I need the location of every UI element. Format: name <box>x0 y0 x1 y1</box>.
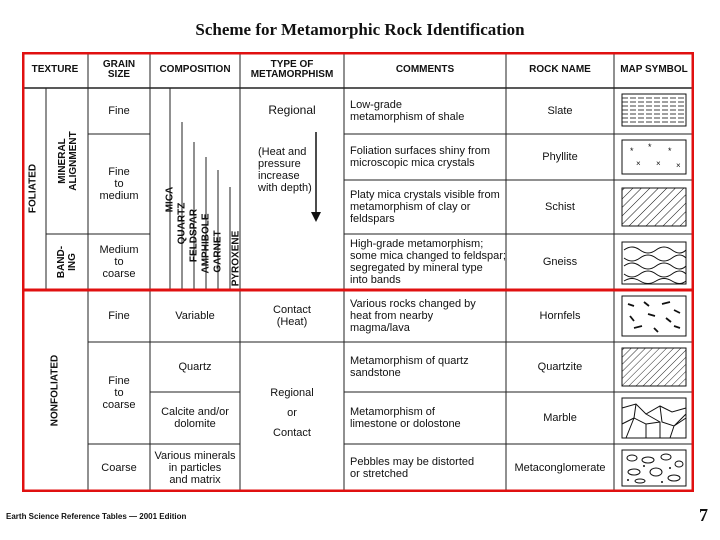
composition-various-minerals: Various minerals in particles and matrix <box>154 450 236 486</box>
header-metamorphism <box>240 52 344 88</box>
svg-text:*: * <box>630 146 634 156</box>
header-metamorphism-line1: TYPE OF <box>270 59 314 70</box>
composition-quartz: Quartz <box>178 361 212 373</box>
label-foliated: FOLIATED <box>27 163 39 214</box>
footer-source: Earth Science Reference Tables — 2001 Edition <box>6 512 187 521</box>
svg-text:×: × <box>656 159 661 168</box>
comment-schist: Platy mica crystals visible from metamorphism of clay or feldspars <box>350 189 500 225</box>
quartzite-symbol <box>622 348 686 386</box>
rock-metaconglomerate: Metaconglomerate <box>514 462 606 474</box>
marble-symbol <box>622 398 686 438</box>
rock-hornfels: Hornfels <box>539 310 581 322</box>
grain-fine-to-medium: Fine to medium <box>99 166 139 202</box>
label-banding-line1: BAND- <box>56 245 67 279</box>
header-metamorphism-line2: METAMORPHISM <box>250 69 334 80</box>
metamorphism-regional: Regional <box>268 103 316 117</box>
metamorphism-contact-heat: Contact (Heat) <box>273 304 311 328</box>
header-grain-size-line1: GRAIN <box>102 59 136 70</box>
grain-medium-to-coarse: Medium to coarse <box>99 244 139 280</box>
label-banding-line2: ING <box>67 253 78 271</box>
hornfels-symbol <box>622 296 686 336</box>
comment-quartzite: Metamorphism of quartz sandstone <box>350 355 469 379</box>
label-nonfoliated: NONFOLIATED <box>49 354 61 427</box>
metamorphism-note: (Heat and pressure increase with depth) <box>258 146 312 194</box>
metamorphism-regional-or-contact: Regional or Contact <box>270 387 314 439</box>
page-title: Scheme for Metamorphic Rock Identification <box>195 20 525 39</box>
header-comments: COMMENTS <box>395 64 455 75</box>
label-mineral-alignment-line1: MINERAL <box>57 138 68 184</box>
comment-slate: Low-grade metamorphism of shale <box>350 99 465 123</box>
header-rock-name: ROCK NAME <box>529 64 591 75</box>
composition-calcite-dolomite: Calcite and/or dolomite <box>161 406 229 430</box>
grain-coarse: Coarse <box>101 462 137 474</box>
comment-marble: Metamorphism of limestone or dolostone <box>350 406 461 430</box>
header-grain-size-line2: SIZE <box>107 69 131 80</box>
rock-identification-table <box>22 52 694 492</box>
rock-marble: Marble <box>543 412 577 424</box>
metaconglomerate-symbol <box>622 450 686 486</box>
svg-text:*: * <box>668 146 672 156</box>
svg-text:×: × <box>676 161 681 170</box>
mineral-mica: MICA <box>164 186 176 213</box>
label-mineral-alignment <box>57 88 79 234</box>
gneiss-symbol <box>622 242 686 284</box>
rock-phyllite: Phyllite <box>542 151 578 163</box>
page-number: 7 <box>699 505 708 525</box>
svg-text:×: × <box>636 159 641 168</box>
rock-gneiss: Gneiss <box>542 256 578 268</box>
mineral-feldspar: FELDSPAR <box>188 208 200 263</box>
header-map-symbol: MAP SYMBOL <box>620 64 688 75</box>
mineral-quartz: QUARTZ <box>176 202 188 245</box>
comment-hornfels: Various rocks changed by heat from nearby magma/lava <box>350 298 476 334</box>
svg-text:*: * <box>648 142 652 152</box>
comment-gneiss: High-grade metamorphism; some mica changed to feldspar; segregated by mineral type into bands <box>350 238 506 286</box>
composition-variable: Variable <box>175 310 215 322</box>
header-texture: TEXTURE <box>31 64 79 75</box>
schist-symbol <box>622 188 686 226</box>
comment-metaconglomerate: Pebbles may be distorted or stretched <box>350 456 475 480</box>
rock-schist: Schist <box>545 201 575 213</box>
header-composition: COMPOSITION <box>159 64 231 75</box>
rock-slate: Slate <box>547 105 573 117</box>
grain-fine-nonfoliated: Fine <box>108 310 130 322</box>
mineral-amphibole: AMPHIBOLE <box>200 213 212 274</box>
comment-phyllite: Foliation surfaces shiny from microscopic mica crystals <box>350 145 490 169</box>
mineral-pyroxene: PYROXENE <box>230 230 242 287</box>
phyllite-symbol <box>622 140 686 174</box>
mineral-garnet: GARNET <box>212 230 224 273</box>
label-banding <box>56 234 78 290</box>
grain-fine-to-coarse: Fine to coarse <box>102 375 136 411</box>
slate-symbol <box>622 94 686 126</box>
header-grain-size <box>88 52 150 88</box>
rock-quartzite: Quartzite <box>537 361 583 373</box>
label-mineral-alignment-line2: ALIGNMENT <box>68 131 79 191</box>
grain-fine: Fine <box>108 105 130 117</box>
